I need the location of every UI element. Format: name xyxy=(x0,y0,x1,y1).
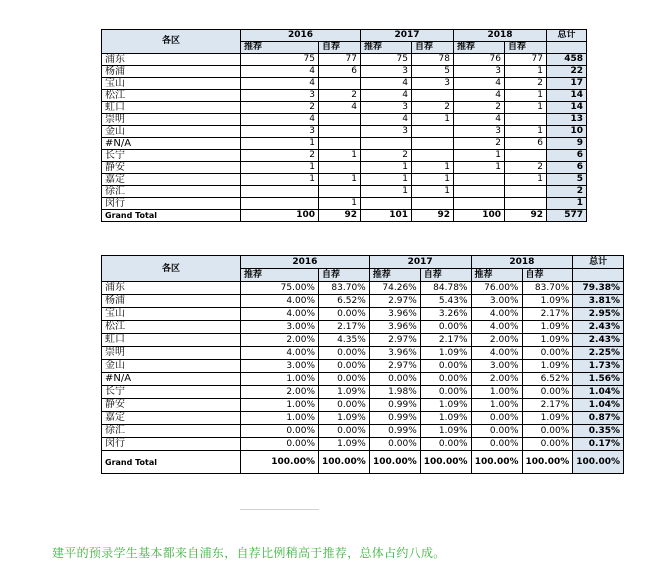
row-total-cell: 1.56% xyxy=(573,373,624,386)
self-recommend-header: 自荐 xyxy=(522,269,573,282)
value-cell xyxy=(412,90,454,102)
row-label: #N/A xyxy=(102,373,241,386)
value-cell: 2.00% xyxy=(471,373,522,386)
value-cell: 2.00% xyxy=(241,386,319,399)
value-cell: 4.00% xyxy=(471,308,522,321)
value-cell: 3 xyxy=(361,66,412,78)
grand-total-cell: 101 xyxy=(361,210,412,222)
value-cell: 75.00% xyxy=(241,282,319,295)
value-cell: 2.17% xyxy=(420,334,471,347)
value-cell: 0.99% xyxy=(369,399,420,412)
table-row xyxy=(102,373,624,386)
total-header: 总计 xyxy=(573,256,624,269)
value-cell: 0.00% xyxy=(241,425,319,438)
value-cell: 3.00% xyxy=(471,295,522,308)
row-total-cell: 2.25% xyxy=(573,347,624,360)
value-cell: 0.00% xyxy=(471,438,522,451)
table-row xyxy=(102,282,624,295)
grand-total-sum: 577 xyxy=(547,210,587,222)
value-cell: 1.09% xyxy=(319,438,370,451)
row-label: 嘉定 xyxy=(102,174,241,186)
value-cell xyxy=(454,174,505,186)
row-label: 嘉定 xyxy=(102,412,241,425)
year-header: 2018 xyxy=(471,256,573,269)
table-row xyxy=(102,186,587,198)
value-cell: 1.09% xyxy=(420,412,471,425)
value-cell: 1 xyxy=(454,150,505,162)
value-cell: 1 xyxy=(505,174,547,186)
value-cell: 0.00% xyxy=(420,373,471,386)
value-cell: 2 xyxy=(505,162,547,174)
row-label: 宝山 xyxy=(102,78,241,90)
grand-total-cell: 92 xyxy=(319,210,361,222)
grand-total-cell: 100.00% xyxy=(369,451,420,474)
row-label: 静安 xyxy=(102,399,241,412)
value-cell: 0.00% xyxy=(319,425,370,438)
region-header: 各区 xyxy=(102,256,241,282)
grand-total-cell: 100.00% xyxy=(241,451,319,474)
value-cell: 0.00% xyxy=(522,425,573,438)
recommend-header: 推荐 xyxy=(369,269,420,282)
year-header: 2017 xyxy=(361,30,454,42)
value-cell: 6.52% xyxy=(319,295,370,308)
table-row xyxy=(102,162,587,174)
row-label: 杨浦 xyxy=(102,66,241,78)
table-row xyxy=(102,78,587,90)
row-total-cell: 1.04% xyxy=(573,399,624,412)
table-row xyxy=(102,102,587,114)
value-cell xyxy=(505,150,547,162)
value-cell: 75 xyxy=(361,54,412,66)
recommend-header: 推荐 xyxy=(471,269,522,282)
row-label: 虹口 xyxy=(102,102,241,114)
row-total-cell: 17 xyxy=(547,78,587,90)
recommend-header: 推荐 xyxy=(241,269,319,282)
row-total-cell: 1.04% xyxy=(573,386,624,399)
value-cell xyxy=(412,138,454,150)
recommend-header: 推荐 xyxy=(454,42,505,54)
row-total-cell: 6 xyxy=(547,162,587,174)
value-cell: 2 xyxy=(505,78,547,90)
grand-total-label: Grand Total xyxy=(102,451,241,474)
row-label: 长宁 xyxy=(102,150,241,162)
value-cell: 1 xyxy=(319,198,361,210)
year-header: 2018 xyxy=(454,30,547,42)
value-cell: 4.00% xyxy=(471,321,522,334)
value-cell: 1 xyxy=(361,162,412,174)
table-row xyxy=(102,386,624,399)
value-cell: 1.09% xyxy=(522,360,573,373)
row-total-cell: 1.73% xyxy=(573,360,624,373)
value-cell: 1 xyxy=(361,174,412,186)
value-cell xyxy=(361,198,412,210)
value-cell: 3 xyxy=(361,126,412,138)
value-cell: 1.00% xyxy=(241,373,319,386)
grand-total-label: Grand Total xyxy=(102,210,241,222)
value-cell xyxy=(454,186,505,198)
percentage-pivot-table xyxy=(101,255,624,474)
table-row xyxy=(102,295,624,308)
value-cell: 1 xyxy=(505,102,547,114)
value-cell: 75 xyxy=(241,54,319,66)
value-cell: 1.09% xyxy=(522,412,573,425)
row-label: 闵行 xyxy=(102,198,241,210)
value-cell: 5.43% xyxy=(420,295,471,308)
value-cell: 2.17% xyxy=(319,321,370,334)
value-cell: 1.09% xyxy=(522,295,573,308)
grand-total-row xyxy=(102,451,624,474)
recommend-header: 推荐 xyxy=(241,42,319,54)
value-cell: 4 xyxy=(241,66,319,78)
value-cell: 1 xyxy=(505,90,547,102)
table-row xyxy=(102,360,624,373)
value-cell: 5 xyxy=(412,66,454,78)
value-cell: 4.00% xyxy=(241,347,319,360)
value-cell: 0.00% xyxy=(522,438,573,451)
value-cell: 2 xyxy=(241,102,319,114)
table-row xyxy=(102,126,587,138)
value-cell: 4 xyxy=(454,114,505,126)
row-total-cell: 14 xyxy=(547,102,587,114)
table-row xyxy=(102,90,587,102)
value-cell: 2 xyxy=(361,150,412,162)
grand-total-cell: 100.00% xyxy=(471,451,522,474)
value-cell: 1.09% xyxy=(420,425,471,438)
value-cell: 4.00% xyxy=(471,347,522,360)
value-cell: 1.00% xyxy=(471,399,522,412)
value-cell: 1 xyxy=(319,150,361,162)
value-cell xyxy=(241,186,319,198)
row-label: 松江 xyxy=(102,321,241,334)
value-cell: 3 xyxy=(241,126,319,138)
self-recommend-header: 自荐 xyxy=(319,269,370,282)
value-cell: 2.00% xyxy=(471,334,522,347)
value-cell: 3 xyxy=(412,78,454,90)
value-cell: 2.97% xyxy=(369,334,420,347)
grand-total-cell: 100.00% xyxy=(319,451,370,474)
value-cell: 4 xyxy=(454,90,505,102)
value-cell: 0.00% xyxy=(522,347,573,360)
row-total-cell: 1 xyxy=(547,198,587,210)
total-header-blank xyxy=(573,269,624,282)
value-cell: 4 xyxy=(361,78,412,90)
value-cell: 1.09% xyxy=(420,347,471,360)
value-cell: 4 xyxy=(454,78,505,90)
row-label: 杨浦 xyxy=(102,295,241,308)
row-total-cell: 2.43% xyxy=(573,334,624,347)
value-cell: 76 xyxy=(454,54,505,66)
table-row xyxy=(102,399,624,412)
value-cell: 1 xyxy=(241,162,319,174)
value-cell xyxy=(319,186,361,198)
value-cell: 2 xyxy=(412,102,454,114)
row-label: 浦东 xyxy=(102,54,241,66)
value-cell: 1.00% xyxy=(241,412,319,425)
value-cell: 0.00% xyxy=(369,373,420,386)
grand-total-cell: 92 xyxy=(505,210,547,222)
value-cell: 1 xyxy=(412,162,454,174)
value-cell: 3.96% xyxy=(369,321,420,334)
value-cell: 0.00% xyxy=(420,386,471,399)
region-header: 各区 xyxy=(102,30,241,54)
value-cell: 84.78% xyxy=(420,282,471,295)
value-cell: 3.26% xyxy=(420,308,471,321)
value-cell: 6.52% xyxy=(522,373,573,386)
row-label: 金山 xyxy=(102,360,241,373)
value-cell: 4 xyxy=(361,90,412,102)
year-header: 2017 xyxy=(369,256,471,269)
value-cell: 0.00% xyxy=(420,321,471,334)
row-total-cell: 22 xyxy=(547,66,587,78)
value-cell: 1.09% xyxy=(522,321,573,334)
value-cell xyxy=(505,186,547,198)
value-cell xyxy=(361,138,412,150)
value-cell xyxy=(319,126,361,138)
value-cell: 3 xyxy=(454,126,505,138)
value-cell: 0.00% xyxy=(319,360,370,373)
row-total-cell: 0.35% xyxy=(573,425,624,438)
row-total-cell: 458 xyxy=(547,54,587,66)
grand-total-cell: 100.00% xyxy=(420,451,471,474)
value-cell: 1 xyxy=(319,174,361,186)
recommend-header: 推荐 xyxy=(361,42,412,54)
value-cell: 1 xyxy=(241,174,319,186)
value-cell: 4 xyxy=(361,114,412,126)
value-cell: 0.99% xyxy=(369,412,420,425)
row-total-cell: 3.81% xyxy=(573,295,624,308)
value-cell: 78 xyxy=(412,54,454,66)
value-cell: 3 xyxy=(454,66,505,78)
value-cell xyxy=(505,114,547,126)
row-label: 崇明 xyxy=(102,347,241,360)
row-total-cell: 79.38% xyxy=(573,282,624,295)
value-cell: 76.00% xyxy=(471,282,522,295)
value-cell: 77 xyxy=(319,54,361,66)
grand-total-row xyxy=(102,210,587,222)
table-row xyxy=(102,54,587,66)
table-row xyxy=(102,425,624,438)
value-cell: 4 xyxy=(241,114,319,126)
count-pivot-table xyxy=(101,29,587,222)
table-row xyxy=(102,150,587,162)
row-label: 闵行 xyxy=(102,438,241,451)
table-row xyxy=(102,412,624,425)
value-cell: 3.00% xyxy=(241,360,319,373)
value-cell: 1.09% xyxy=(522,334,573,347)
value-cell: 0.00% xyxy=(471,412,522,425)
value-cell: 2.17% xyxy=(522,308,573,321)
table-row xyxy=(102,334,624,347)
row-total-cell: 2.43% xyxy=(573,321,624,334)
row-total-cell: 9 xyxy=(547,138,587,150)
value-cell: 1 xyxy=(361,186,412,198)
divider-line xyxy=(240,509,319,510)
table-row xyxy=(102,174,587,186)
value-cell: 1.98% xyxy=(369,386,420,399)
value-cell: 83.70% xyxy=(522,282,573,295)
table-row xyxy=(102,114,587,126)
value-cell: 0.00% xyxy=(241,438,319,451)
value-cell xyxy=(505,198,547,210)
value-cell xyxy=(454,198,505,210)
value-cell: 1.09% xyxy=(319,412,370,425)
grand-total-cell: 100 xyxy=(454,210,505,222)
row-total-cell: 0.17% xyxy=(573,438,624,451)
value-cell: 3.00% xyxy=(471,360,522,373)
value-cell: 4.35% xyxy=(319,334,370,347)
year-header: 2016 xyxy=(241,256,370,269)
total-header: 总计 xyxy=(547,30,587,42)
value-cell: 3.96% xyxy=(369,308,420,321)
value-cell: 74.26% xyxy=(369,282,420,295)
self-recommend-header: 自荐 xyxy=(505,42,547,54)
value-cell: 4.00% xyxy=(241,308,319,321)
row-label: 虹口 xyxy=(102,334,241,347)
row-total-cell: 0.87% xyxy=(573,412,624,425)
row-total-cell: 5 xyxy=(547,174,587,186)
table-row xyxy=(102,66,587,78)
value-cell: 1 xyxy=(454,162,505,174)
value-cell: 1 xyxy=(505,126,547,138)
value-cell: 1 xyxy=(412,114,454,126)
value-cell: 1 xyxy=(505,66,547,78)
table-row xyxy=(102,438,624,451)
value-cell: 1.00% xyxy=(471,386,522,399)
total-header-blank xyxy=(547,42,587,54)
header-row-years xyxy=(102,256,624,269)
value-cell: 0.00% xyxy=(420,438,471,451)
row-label: 松江 xyxy=(102,90,241,102)
table-row xyxy=(102,321,624,334)
value-cell: 2.17% xyxy=(522,399,573,412)
value-cell xyxy=(319,114,361,126)
self-recommend-header: 自荐 xyxy=(319,42,361,54)
value-cell xyxy=(412,126,454,138)
value-cell: 2.97% xyxy=(369,360,420,373)
value-cell: 2 xyxy=(454,102,505,114)
row-total-cell: 13 xyxy=(547,114,587,126)
value-cell: 0.99% xyxy=(369,425,420,438)
value-cell: 3 xyxy=(241,90,319,102)
grand-total-sum: 100.00% xyxy=(573,451,624,474)
value-cell: 77 xyxy=(505,54,547,66)
value-cell: 1 xyxy=(412,174,454,186)
value-cell: 83.70% xyxy=(319,282,370,295)
value-cell: 2.97% xyxy=(369,295,420,308)
value-cell xyxy=(319,78,361,90)
value-cell xyxy=(412,198,454,210)
value-cell xyxy=(319,162,361,174)
table-row xyxy=(102,198,587,210)
value-cell: 2.00% xyxy=(241,334,319,347)
table-row xyxy=(102,308,624,321)
value-cell: 1.09% xyxy=(420,399,471,412)
row-label: 崇明 xyxy=(102,114,241,126)
value-cell: 4 xyxy=(241,78,319,90)
table-row xyxy=(102,347,624,360)
value-cell: 0.00% xyxy=(369,438,420,451)
row-label: 徐汇 xyxy=(102,425,241,438)
row-label: 浦东 xyxy=(102,282,241,295)
grand-total-cell: 100 xyxy=(241,210,319,222)
row-total-cell: 6 xyxy=(547,150,587,162)
value-cell: 2 xyxy=(454,138,505,150)
value-cell: 0.00% xyxy=(420,360,471,373)
row-label: 宝山 xyxy=(102,308,241,321)
value-cell: 1 xyxy=(241,138,319,150)
row-total-cell: 10 xyxy=(547,126,587,138)
value-cell: 0.00% xyxy=(319,347,370,360)
value-cell: 3.00% xyxy=(241,321,319,334)
value-cell: 3 xyxy=(361,102,412,114)
row-total-cell: 2.95% xyxy=(573,308,624,321)
value-cell: 1.09% xyxy=(319,386,370,399)
header-row-years xyxy=(102,30,587,42)
value-cell: 1.00% xyxy=(241,399,319,412)
value-cell: 6 xyxy=(319,66,361,78)
row-label: 长宁 xyxy=(102,386,241,399)
summary-caption: 建平的预录学生基本都来自浦东，自荐比例稍高于推荐，总体占约八成。 xyxy=(52,546,446,560)
grand-total-cell: 92 xyxy=(412,210,454,222)
value-cell: 0.00% xyxy=(319,373,370,386)
value-cell: 0.00% xyxy=(471,425,522,438)
value-cell xyxy=(319,138,361,150)
value-cell: 1 xyxy=(412,186,454,198)
row-label: 金山 xyxy=(102,126,241,138)
value-cell: 2 xyxy=(241,150,319,162)
value-cell: 4 xyxy=(319,102,361,114)
row-label: #N/A xyxy=(102,138,241,150)
self-recommend-header: 自荐 xyxy=(420,269,471,282)
row-total-cell: 2 xyxy=(547,186,587,198)
row-total-cell: 14 xyxy=(547,90,587,102)
value-cell: 4.00% xyxy=(241,295,319,308)
value-cell xyxy=(412,150,454,162)
self-recommend-header: 自荐 xyxy=(412,42,454,54)
value-cell xyxy=(241,198,319,210)
year-header: 2016 xyxy=(241,30,361,42)
grand-total-cell: 100.00% xyxy=(522,451,573,474)
value-cell: 0.00% xyxy=(319,399,370,412)
value-cell: 2 xyxy=(319,90,361,102)
value-cell: 0.00% xyxy=(522,386,573,399)
value-cell: 3.96% xyxy=(369,347,420,360)
table-row xyxy=(102,138,587,150)
value-cell: 6 xyxy=(505,138,547,150)
value-cell: 0.00% xyxy=(319,308,370,321)
row-label: 徐汇 xyxy=(102,186,241,198)
row-label: 静安 xyxy=(102,162,241,174)
